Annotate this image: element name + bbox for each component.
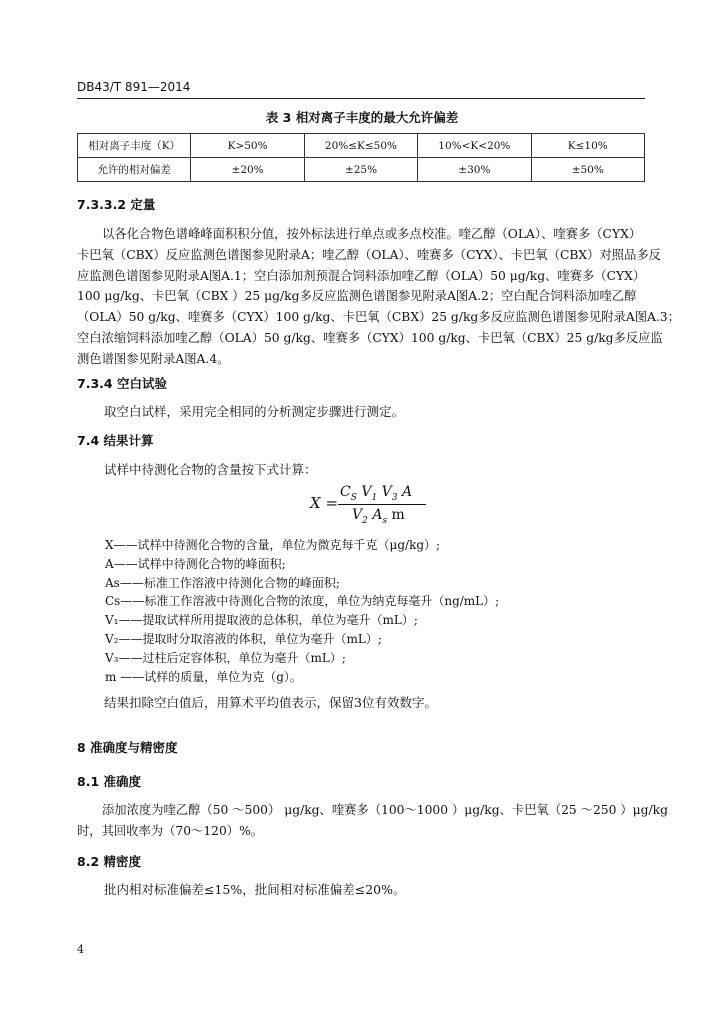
quantification-paragraph: [77, 224, 680, 370]
table-cell: ±30%: [418, 158, 531, 182]
result-formula: [310, 484, 440, 528]
table-cell: 允许的相对偏差: [78, 158, 191, 182]
table-cell: ±25%: [304, 158, 417, 182]
table-row: [78, 158, 645, 182]
precision-text: 批内相对标准偏差≤15%，批间相对标准偏差≤20%。: [104, 882, 406, 897]
accuracy-paragraph: [77, 800, 668, 842]
table-row: [78, 134, 645, 158]
formula-denominator: $V_2$ $A_s$ m: [352, 507, 405, 526]
page-number: 4: [77, 943, 84, 956]
definition-line: X——试样中待测化合物的含量，单位为微克每千克（μg/kg）;: [105, 538, 441, 552]
table-cell: K>50%: [191, 134, 304, 158]
section-heading: 8.2 精密度: [77, 854, 141, 869]
paragraph-line: 100 μg/kg、卡巴氧（CBX ）25 μg/kg多反应监测色谱图参见附录A图A.2；空白配合饲料添加喹乙醇: [77, 289, 637, 304]
formula-lhs: X =: [310, 494, 339, 512]
section-heading: 8.1 准确度: [77, 774, 141, 789]
definition-line: Cs——标准工作溶液中待测化合物的浓度，单位为纳克每毫升（ng/mL）;: [105, 594, 500, 609]
ion-abundance-table: [77, 133, 645, 182]
paragraph-line: 空白浓缩饲料添加喹乙醇（OLA）50 g/kg、喹赛多（CYX）100 g/kg、卡巴氧（CBX）25 g/kg多反应监: [77, 330, 663, 345]
formula-numerator: $C_S$ $V_1$ $V_3$ A: [340, 484, 413, 503]
definition-line: As——标准工作溶液中待测化合物的峰面积;: [105, 575, 340, 590]
section-heading: 7.4 结果计算: [77, 433, 154, 448]
paragraph-line: 应监测色谱图参见附录A图A.1；空白添加剂预混合饲料添加喹乙醇（OLA）50 μg/kg、喹赛多（CYX）: [77, 268, 646, 283]
table-cell: 20%≤K≤50%: [304, 134, 417, 158]
section-heading: 7.3.4 空白试验: [77, 376, 167, 391]
calculation-intro: 试样中待测化合物的含量按下式计算：: [104, 462, 317, 477]
table-cell: K≤10%: [531, 134, 644, 158]
section-heading: 7.3.3.2 定量: [77, 197, 156, 212]
header-rule: [77, 98, 645, 99]
paragraph-line: 添加浓度为喹乙醇（50 ～500） μg/kg、喹赛多（100～1000 ）μg/kg、卡巴氧（25 ～250 ）μg/kg: [102, 803, 668, 817]
definition-line: A——试样中待测化合物的峰面积;: [105, 556, 286, 571]
paragraph-line: 卡巴氧（CBX）反应监测色谱图参见附录A；喹乙醇（OLA）、喹赛多（CYX）、卡巴氧（CBX）对照品多反: [77, 247, 661, 262]
definition-line: V₂——提取时分取溶液的体积，单位为毫升（mL）;: [105, 631, 382, 646]
result-note: 结果扣除空白值后，用算术平均值表示，保留3位有效数字。: [104, 695, 437, 710]
table-cell: 相对离子丰度（K）: [78, 134, 191, 158]
variable-definitions: [105, 536, 499, 686]
table-cell: ±20%: [191, 158, 304, 182]
definition-line: m ——试样的质量，单位为克（g）。: [105, 669, 302, 684]
paragraph-line: 测色谱图参见附录A图A.4。: [77, 351, 230, 366]
paragraph-line: 以各化合物色谱峰峰面积积分值，按外标法进行单点或多点校准。喹乙醇（OLA）、喹赛多（CYX）: [102, 227, 642, 241]
table-cell: 10%<K<20%: [418, 134, 531, 158]
blank-test-text: 取空白试样，采用完全相同的分析测定步骤进行测定。: [104, 404, 405, 419]
paragraph-line: （OLA）50 g/kg、喹赛多（CYX）100 g/kg、卡巴氧（CBX）25 g/kg多反应监测色谱图参见附录A图A.3；: [77, 310, 680, 325]
paragraph-line: 时，其回收率为（70～120）%。: [77, 823, 264, 838]
fraction-bar: [338, 504, 426, 505]
standard-code: DB43/T 891—2014: [77, 80, 191, 94]
definition-line: V₁——提取试样所用提取液的总体积，单位为毫升（mL）;: [105, 613, 418, 628]
table-caption: 表 3 相对离子丰度的最大允许偏差: [265, 110, 459, 125]
section-heading: 8 准确度与精密度: [77, 740, 178, 755]
table-cell: ±50%: [531, 158, 644, 182]
definition-line: V₃——过柱后定容体积，单位为毫升（mL）;: [105, 650, 346, 665]
